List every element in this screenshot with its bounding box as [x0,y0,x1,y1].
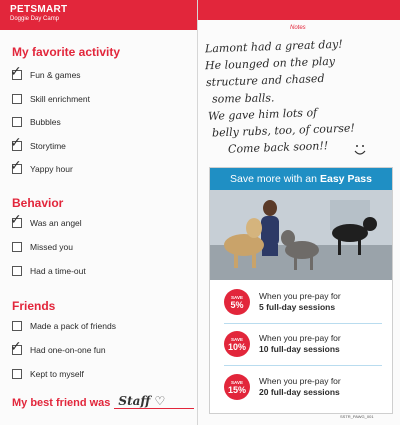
footer-code: SSTR_PAWG_001 [340,414,374,419]
friends-option[interactable] [10,339,106,357]
dogs-photo [210,190,392,280]
friends-option[interactable] [12,319,116,333]
check-icon: ✓ [10,158,22,174]
behavior-title: Behavior [12,196,64,210]
badge-save-text: SAVE [231,379,243,385]
tier-line2: 5 full-day sessions [259,302,336,312]
checkbox[interactable] [10,158,22,174]
promo-headline-prefix: Save more with an [230,173,317,185]
option-label: Yappy hour [30,164,73,174]
activity-option[interactable] [10,64,81,82]
tier-text [259,376,341,398]
fold-line [197,0,198,425]
notes-label: Notes [290,25,306,31]
savings-tier [224,286,384,318]
save-badge [224,374,250,400]
checkbox[interactable] [12,242,22,252]
dogs-photo-illustration [210,190,392,280]
logo-subtitle: Doggie Day Camp [10,16,60,22]
activity-option[interactable] [12,115,61,129]
check-icon: ✓ [10,339,22,355]
note-line: some balls. [211,91,275,106]
activity-option[interactable] [10,135,66,153]
favorite-activity-title: My favorite activity [12,45,121,59]
promo-headline-brand: Easy Pass [320,173,372,185]
activity-option[interactable] [10,158,73,176]
note-line: We gave him lots of [207,106,318,123]
check-icon: ✓ [10,135,22,151]
checkbox[interactable] [12,369,22,379]
option-label: Made a pack of friends [30,321,116,331]
badge-percent: 5% [230,299,244,310]
behavior-option[interactable] [10,212,82,230]
tier-divider [224,323,382,324]
note-line: He lounged on the play [204,54,336,73]
friends-title: Friends [12,299,56,313]
activity-option[interactable] [12,92,90,106]
promo-headline [210,168,392,190]
checkbox[interactable] [10,212,22,228]
savings-tier [224,371,384,403]
check-icon: ✓ [10,212,22,228]
option-label: Kept to myself [30,369,84,379]
note-line: Lamont had a great day! [204,37,343,56]
tier-text [259,333,341,355]
save-badge [224,289,250,315]
tier-line1: When you pre-pay for [259,291,341,301]
tier-line1: When you pre-pay for [259,333,341,343]
best-friend-label: My best friend was [12,397,111,409]
savings-tier [224,328,384,360]
note-line: structure and chased [205,71,325,90]
badge-percent: 10% [227,341,246,352]
easy-pass-promo [209,167,393,414]
check-icon: ✓ [10,64,22,80]
best-friend-line[interactable] [114,396,194,409]
petsmart-logo: PETSMART [10,4,68,15]
tier-line1: When you pre-pay for [259,376,341,386]
option-label: Storytime [30,141,66,151]
option-label: Was an angel [30,218,82,228]
save-badge [224,331,250,357]
behavior-option[interactable] [12,264,86,278]
tier-divider [224,365,382,366]
friends-option[interactable] [12,367,84,381]
note-line: Come back soon!! [227,139,329,156]
badge-save-text: SAVE [231,336,243,342]
option-label: Missed you [30,242,73,252]
checkbox[interactable] [10,135,22,151]
tier-text [259,291,341,313]
badge-save-text: SAVE [231,294,243,300]
option-label: Had a time-out [30,266,86,276]
badge-percent: 15% [227,384,246,395]
checkbox[interactable] [10,339,22,355]
note-line: belly rubs, too, of course! [211,121,356,140]
option-label: Had one-on-one fun [30,345,106,355]
smiley-doodle-icon [352,142,368,158]
option-label: Fun & games [30,70,81,80]
checkbox[interactable] [12,321,22,331]
tier-line2: 20 full-day sessions [259,387,340,397]
option-label: Bubbles [30,117,61,127]
option-label: Skill enrichment [30,94,90,104]
checkbox[interactable] [12,94,22,104]
behavior-option[interactable] [12,240,73,254]
best-friend-field[interactable] [12,396,194,409]
checkbox[interactable] [10,64,22,80]
best-friend-value: Staff ♡ [118,394,166,408]
checkbox[interactable] [12,266,22,276]
tier-line2: 10 full-day sessions [259,344,340,354]
checkbox[interactable] [12,117,22,127]
